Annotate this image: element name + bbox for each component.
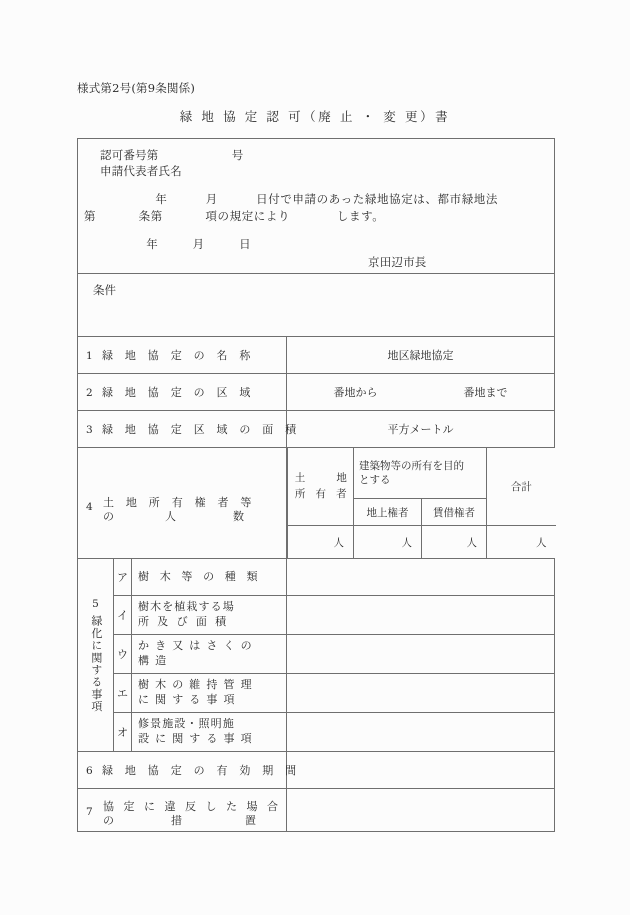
section-5-value-o (287, 713, 555, 752)
item-u-line2: 構 造 (138, 654, 168, 667)
section-5-value-i (287, 596, 555, 635)
section-5-title: 緑化に関する事項 (89, 614, 103, 713)
row-4-label (78, 448, 287, 559)
top-block-row (78, 139, 555, 274)
section-5-item-key-o: オ (114, 713, 132, 752)
section-5-item-text-u (132, 635, 287, 674)
row-2-value-from: 番地から (333, 386, 378, 399)
section-5-item-key-e: エ (114, 674, 132, 713)
body-line-1: 年 月 日付で申請のあった緑地協定は、都市緑地法 (100, 192, 499, 206)
row-2-number: 2 (86, 387, 93, 399)
row-1-label-text: 緑 地 協 定 の 名 称 (102, 349, 255, 362)
row-3-label-text: 緑 地 協 定 区 域 の 面 積 (102, 423, 301, 436)
table-row (78, 752, 555, 789)
item-o-line1: 修景施設・照明施 (138, 717, 235, 731)
form-code: 様式第2号(第9条関係) (77, 81, 196, 95)
row-4-subtable-cell (287, 448, 555, 559)
section-5-item-key-a: ア (114, 559, 132, 596)
section-5-item-key-i: イ (114, 596, 132, 635)
table-row (78, 596, 555, 635)
row-2-value-to: 番地まで (463, 386, 508, 399)
row-4-number: 4 (86, 501, 93, 513)
item-i-line2: 所 及 び 面 積 (138, 615, 229, 628)
row-7-label-line1: 協 定 に 違 反 し た 場 合 (103, 800, 281, 813)
table-row (78, 789, 555, 832)
item-o-line2: 設 に 関 す る 事 項 (138, 732, 253, 745)
row-4-label-line1: 土 地 所 有 権 者 等 (103, 496, 256, 509)
item-a-line1: 樹 木 等 の 種 類 (138, 569, 262, 583)
col-header-land-owner (288, 448, 354, 526)
row-1-value: 地区緑地協定 (287, 337, 555, 374)
section-5-value-e (287, 674, 555, 713)
item-i-line1: 樹木を植栽する場 (138, 600, 235, 614)
top-block-cell (78, 139, 555, 274)
row-4-label-count: 数 (233, 510, 244, 523)
unit-land-owner: 人 (288, 526, 354, 559)
row-4-label-line2 (103, 508, 244, 524)
row-1-label (78, 337, 287, 374)
row-2-label (78, 374, 287, 411)
owner-count-subtable (287, 448, 556, 558)
row-7-label-line2 (103, 812, 256, 828)
section-5-item-text-a (132, 559, 287, 596)
unit-lease-rights: 人 (422, 526, 487, 559)
section-5-value-u (287, 635, 555, 674)
section-5-item-text-e (132, 674, 287, 713)
table-row (78, 337, 555, 374)
row-6-label-text: 緑 地 協 定 の 有 効 期 間 (102, 764, 301, 777)
row-2-value (287, 374, 555, 411)
col-header-purpose-group (354, 448, 487, 499)
row-3-value: 平方メートル (287, 411, 555, 448)
subtable-unit-row (288, 526, 556, 559)
section-5-vertical-label (78, 559, 114, 752)
section-5-number: 5 (92, 597, 99, 610)
table-row (78, 635, 555, 674)
conditions-cell (78, 274, 555, 337)
row-7-label-measure: 措 (171, 814, 182, 827)
table-row (78, 559, 555, 596)
table-row (78, 713, 555, 752)
item-e-line2: に 関 す る 事 項 (138, 693, 236, 706)
section-5-item-key-u: ウ (114, 635, 132, 674)
applicant-name-label: 申請代表者氏名 (100, 164, 182, 178)
item-u-line1: か き 又 は さ く の (138, 639, 253, 653)
body-line-2: 第 条第 項の規定により します。 (84, 209, 385, 223)
col-header-lease-rights: 賃借権者 (422, 499, 487, 526)
row-7-label-action: 置 (245, 814, 256, 827)
purpose-line1: 建築物等の所有を目的 (359, 459, 464, 472)
document-title: 緑 地 協 定 認 可（廃 止 ・ 変 更）書 (179, 109, 451, 124)
table-row (78, 674, 555, 713)
col-header-surface-rights: 地上権者 (354, 499, 422, 526)
row-6-value (287, 752, 555, 789)
section-5-value-a (287, 559, 555, 596)
row-4-label-no: の (103, 510, 114, 523)
row-2-label-text: 緑 地 協 定 の 区 域 (102, 386, 255, 399)
col-header-total: 合計 (487, 448, 556, 526)
land-owner-line1: 土 地 (294, 472, 351, 485)
permit-form-table (77, 138, 555, 832)
row-7-label-no: の (103, 814, 114, 827)
table-row (78, 411, 555, 448)
section-5-item-text-i (132, 596, 287, 635)
row-6-label (78, 752, 301, 789)
section-5-item-text-o (132, 713, 287, 752)
row-4-label-person: 人 (165, 510, 176, 523)
unit-surface-rights: 人 (354, 526, 422, 559)
row-7-value (287, 789, 555, 832)
table-row (78, 448, 555, 559)
permit-number-line: 認可番号第 号 (100, 148, 244, 162)
purpose-line2: とする (359, 474, 391, 486)
row-7-label (78, 789, 287, 832)
row-3-number: 3 (86, 424, 93, 436)
conditions-row (78, 274, 555, 337)
unit-total: 人 (487, 526, 556, 559)
issue-date-line: 年 月 日 (100, 237, 251, 251)
row-6-number: 6 (86, 765, 93, 777)
subtable-header-row (288, 448, 556, 499)
land-owner-line2: 所 有 者 (294, 487, 351, 500)
row-7-number: 7 (86, 806, 93, 818)
item-e-line1: 樹 木 の 維 持 管 理 (138, 678, 253, 692)
conditions-label: 条件 (93, 283, 116, 297)
row-1-number: 1 (86, 350, 93, 362)
row-3-label (78, 411, 301, 448)
issuer-name: 京田辺市長 (368, 255, 427, 269)
table-row (78, 374, 555, 411)
